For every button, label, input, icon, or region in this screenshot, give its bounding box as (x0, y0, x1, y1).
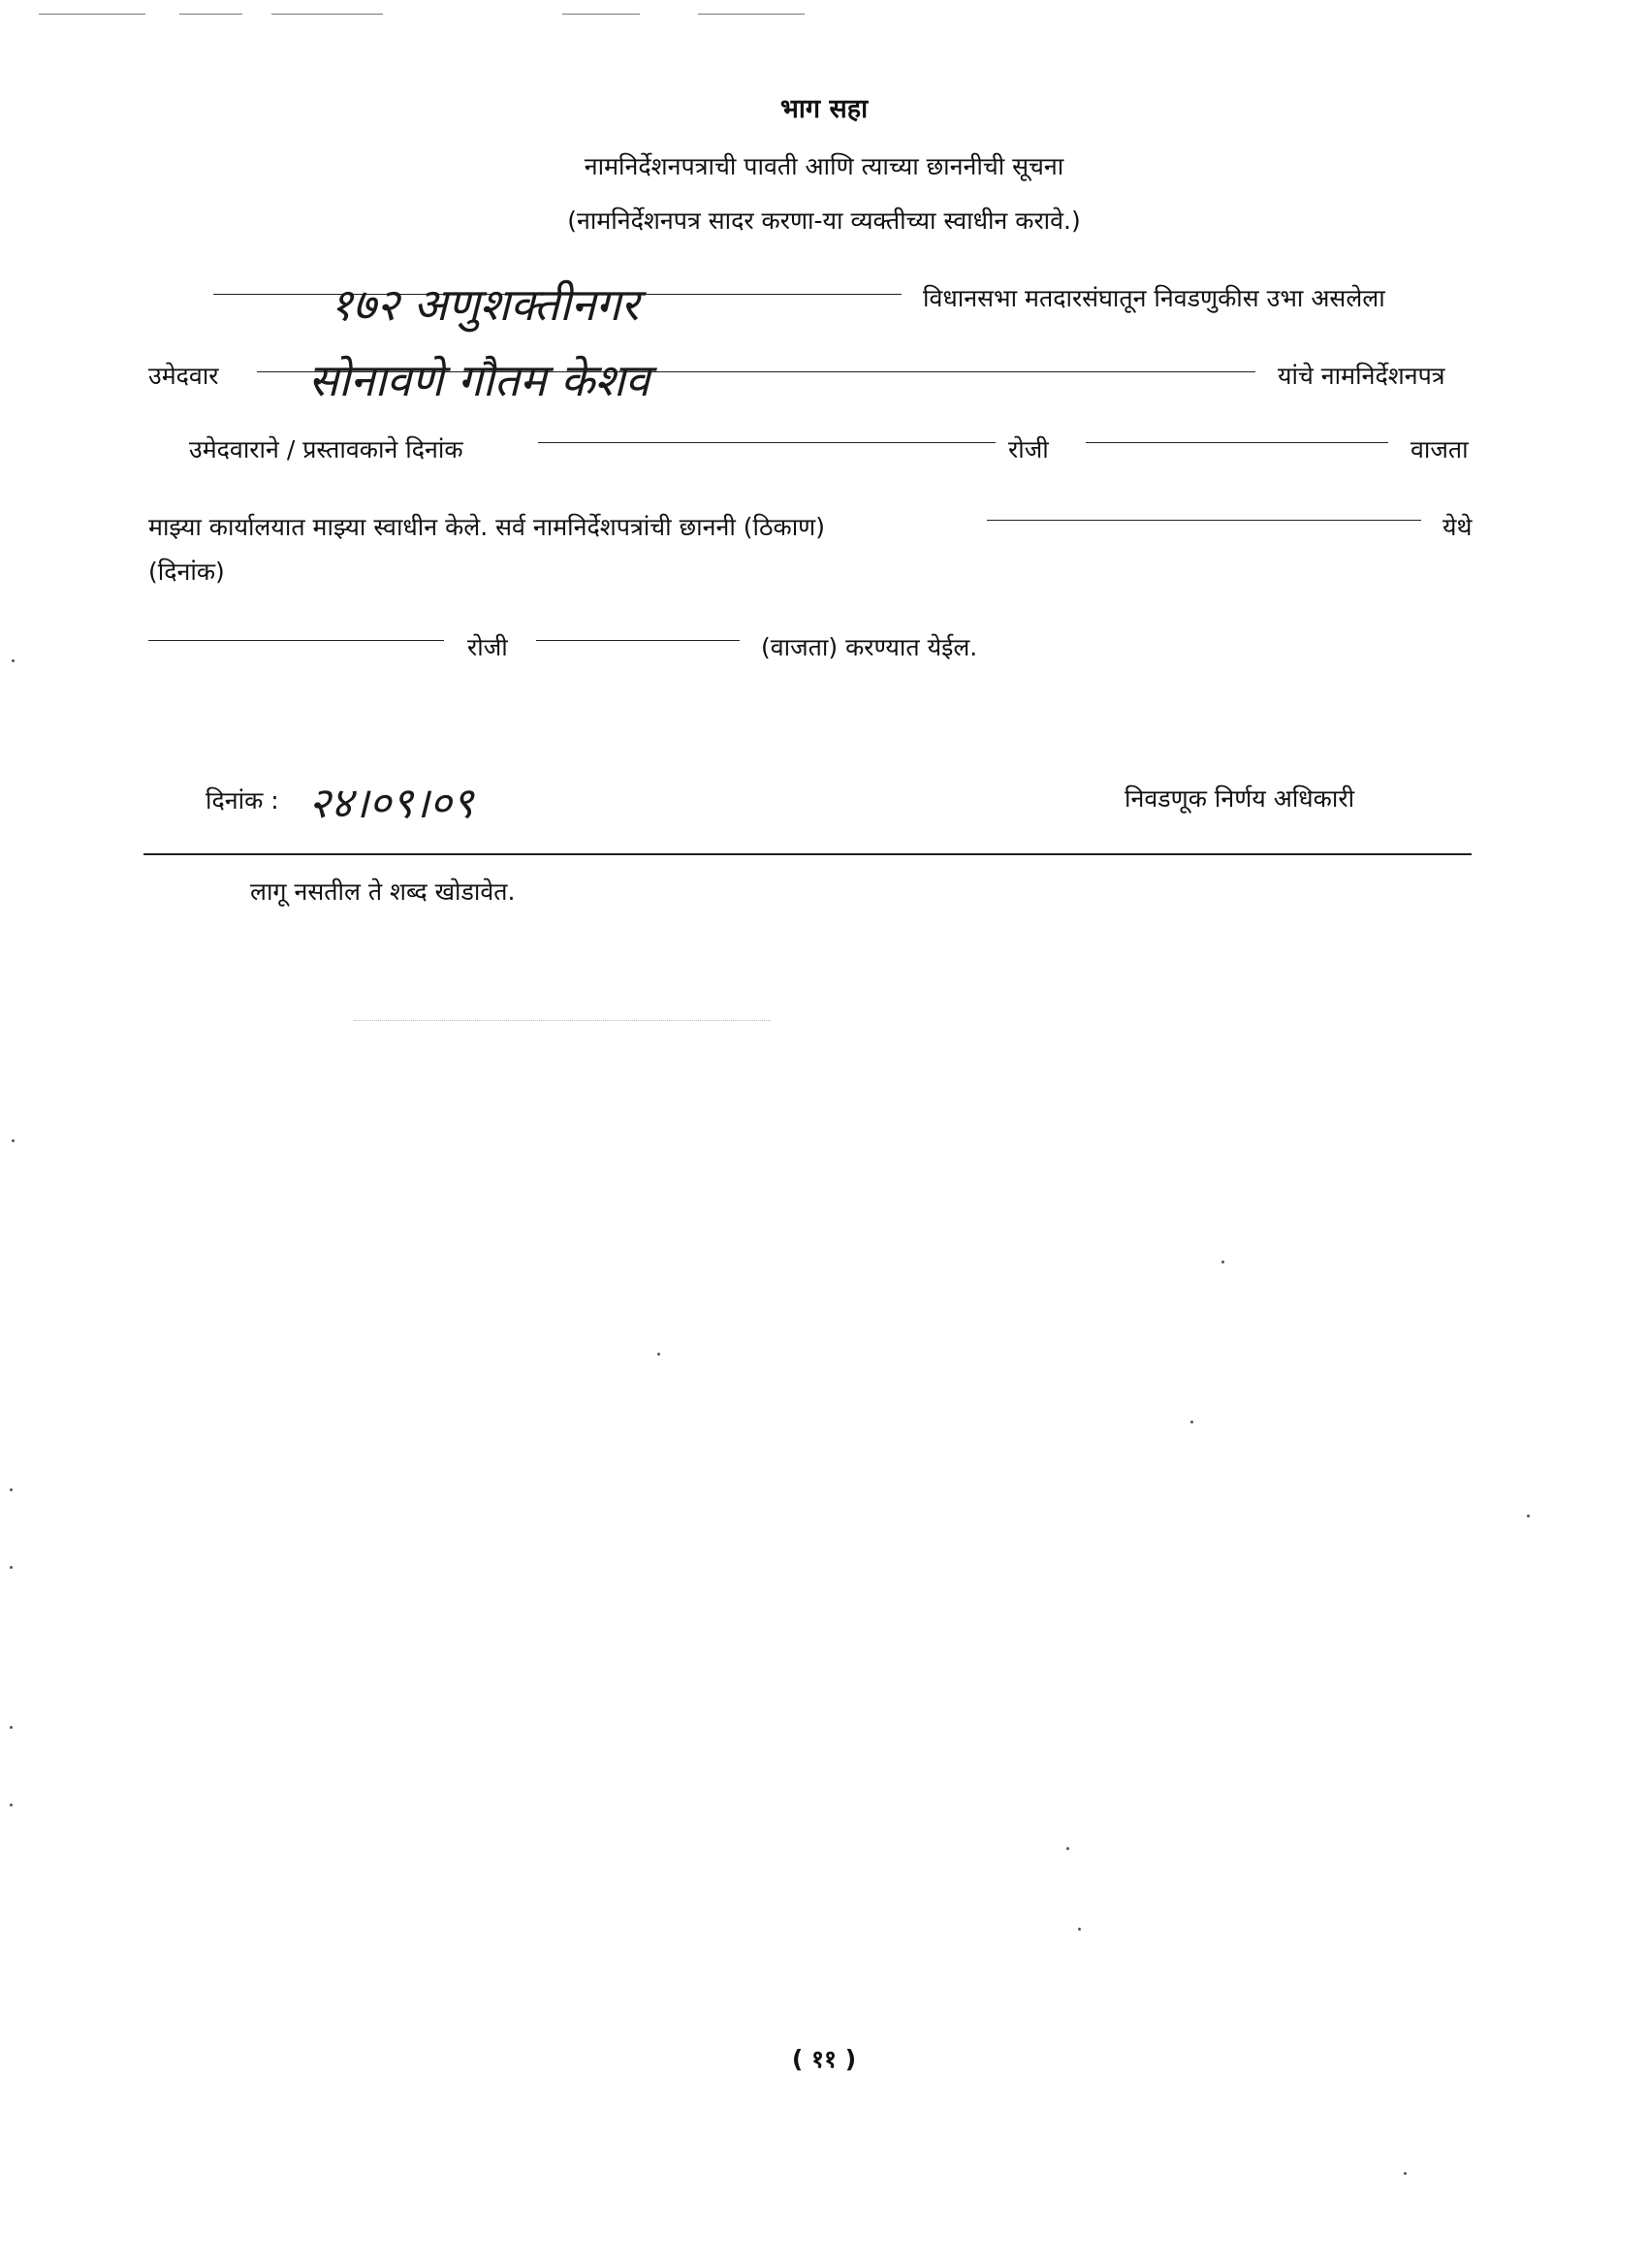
scan-smudge (354, 1020, 771, 1021)
time-label: वाजता (1410, 435, 1469, 463)
submitted-by-label: उमेदवाराने / प्रस्तावकाने दिनांक (189, 435, 463, 463)
part-title: भाग सहा (779, 94, 869, 124)
date-label: (दिनांक) (148, 558, 225, 586)
scan-mark (698, 14, 805, 15)
office-text: माझ्या कार्यालयात माझ्या स्वाधीन केले. सर्व नामनिर्देशपत्रांची छाननी (ठिकाण) (148, 513, 826, 541)
scrutiny-time-text: (वाजता) करण्यात येईल. (761, 633, 978, 661)
scrutiny-time-blank (536, 640, 740, 641)
strike-out-note: लागू नसतील ते शब्द खोडावेत. (250, 878, 516, 906)
officer-title: निवडणूक निर्णय अधिकारी (1125, 784, 1355, 813)
scan-mark (179, 14, 242, 15)
form-subtitle: नामनिर्देशनपत्राची पावती आणि त्याच्या छाननीची सूचना (584, 152, 1064, 180)
scrutiny-date-blank (148, 640, 444, 641)
candidate-suffix: यांचे नामनिर्देशनपत्र (1278, 362, 1445, 390)
form-instruction: (नामनिर्देशनपत्र सादर करणा-या व्यक्तीच्या स्वाधीन करावे.) (567, 207, 1081, 235)
date-prefix: दिनांक : (206, 786, 279, 815)
scan-mark (271, 14, 383, 15)
scan-speck (1066, 1847, 1069, 1850)
scan-speck (1404, 2172, 1407, 2175)
scan-mark (562, 14, 640, 15)
scan-speck (10, 1804, 13, 1806)
constituency-suffix: विधानसभा मतदारसंघातून निवडणुकीस उभा असलेला (923, 284, 1385, 312)
scan-speck (1221, 1261, 1224, 1263)
submitted-date-blank (538, 442, 996, 443)
constituency-handwritten: १७२ अणुशक्तीनगर (330, 278, 640, 331)
candidate-label: उमेदवार (148, 362, 219, 390)
date-handwritten: २४।०९।०९ (308, 779, 474, 828)
scan-speck (1078, 1928, 1081, 1931)
page-number: ( ११ ) (791, 2045, 857, 2073)
scan-speck (12, 659, 15, 662)
section-divider (143, 853, 1472, 855)
scrutiny-place-blank (987, 520, 1421, 521)
scan-mark (39, 14, 145, 15)
here-label: येथे (1442, 513, 1473, 541)
scrutiny-on-day-label: रोजी (467, 633, 508, 661)
scan-speck (1190, 1421, 1193, 1423)
scan-speck (10, 1488, 13, 1491)
submitted-day-blank (1086, 442, 1388, 443)
scan-speck (10, 1726, 13, 1729)
scan-speck (1527, 1515, 1530, 1517)
scan-speck (657, 1353, 660, 1356)
scan-speck (10, 1566, 13, 1569)
candidate-handwritten: सोनावणे गौतम केशव (308, 354, 650, 406)
scan-speck (12, 1139, 15, 1142)
on-day-label: रोजी (1008, 435, 1049, 463)
